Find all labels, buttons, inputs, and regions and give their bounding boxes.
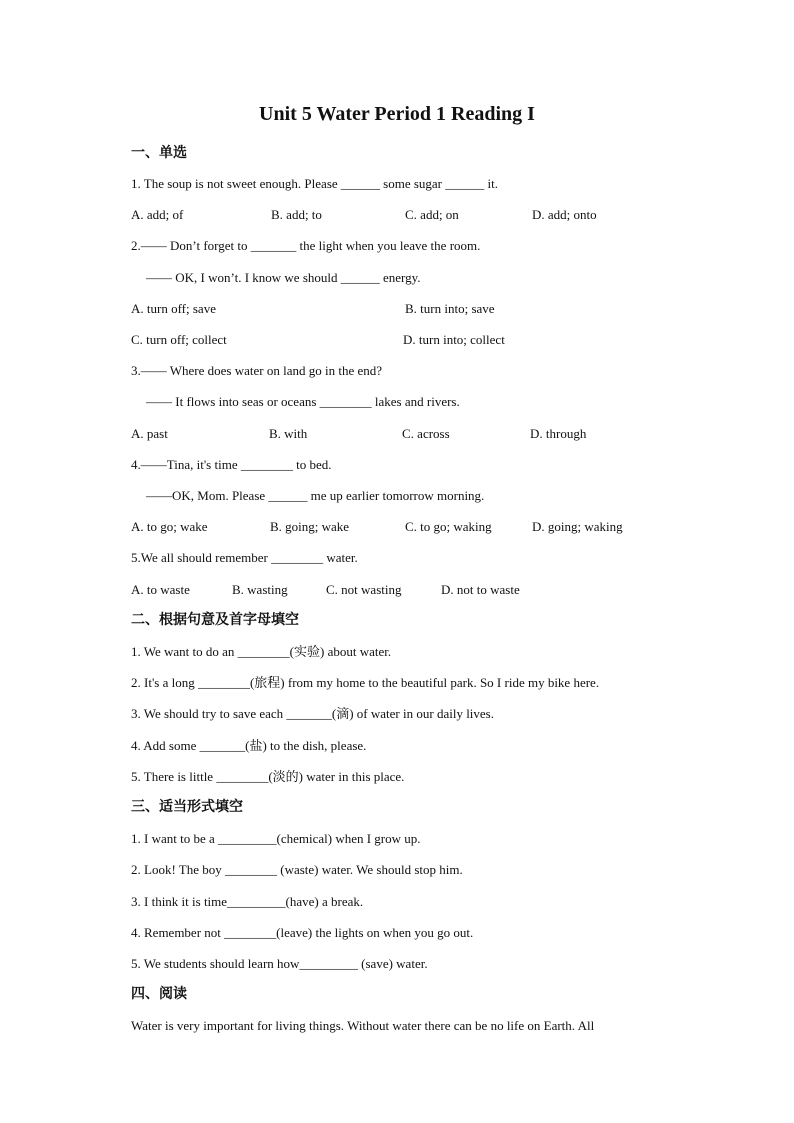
q2-option-c: C. turn off; collect — [131, 332, 227, 347]
fill-item: 3. We should try to save each _______(滴) of water in our daily lives. — [131, 706, 494, 721]
form-item: 4. Remember not ________(leave) the lights on when you go out. — [131, 925, 474, 940]
question-2-line-1: 2.—— Don’t forget to _______ the light when you leave the room. — [131, 238, 481, 253]
q4-option-b: B. going; wake — [270, 519, 350, 534]
reading-passage: Water is very important for living things. Without water there can be no life on Earth. All — [131, 1018, 595, 1033]
q3-option-b: B. with — [269, 426, 308, 441]
q3-option-a: A. past — [131, 426, 168, 441]
q2-option-a: A. turn off; save — [131, 301, 216, 316]
q2-option-b: B. turn into; save — [405, 301, 495, 316]
section-heading-single-choice: 一、单选 — [131, 145, 187, 161]
section-heading-reading: 四、阅读 — [131, 986, 187, 1002]
fill-item: 4. Add some _______(盐) to the dish, please. — [131, 738, 367, 753]
q5-option-c: C. not wasting — [326, 582, 402, 597]
q5-option-b: B. wasting — [232, 582, 288, 597]
fill-item: 5. There is little ________(淡的) water in this place. — [131, 769, 405, 784]
question-1: 1. The soup is not sweet enough. Please ______ some sugar ______ it. — [131, 176, 498, 191]
q1-option-a: A. add; of — [131, 207, 184, 222]
question-5: 5.We all should remember ________ water. — [131, 550, 358, 565]
form-item: 5. We students should learn how_________ (save) water. — [131, 956, 428, 971]
q2-option-d: D. turn into; collect — [403, 332, 505, 347]
q4-option-d: D. going; waking — [532, 519, 623, 534]
q4-option-a: A. to go; wake — [131, 519, 208, 534]
form-item: 2. Look! The boy ________ (waste) water. We should stop him. — [131, 862, 463, 877]
q1-option-d: D. add; onto — [532, 207, 597, 222]
question-3-line-2: —— It flows into seas or oceans ________ lakes and rivers. — [146, 394, 460, 409]
q3-option-c: C. across — [402, 426, 450, 441]
q5-option-d: D. not to waste — [441, 582, 520, 597]
q5-option-a: A. to waste — [131, 582, 190, 597]
section-heading-fill-initial: 二、根据句意及首字母填空 — [131, 612, 299, 628]
question-4-line-1: 4.——Tina, it's time ________ to bed. — [131, 457, 332, 472]
fill-item: 2. It's a long ________(旅程) from my home to the beautiful park. So I ride my bike here. — [131, 675, 600, 690]
form-item: 1. I want to be a _________(chemical) when I grow up. — [131, 831, 421, 846]
section-heading-word-forms: 三、适当形式填空 — [131, 799, 243, 815]
question-2-line-2: —— OK, I won’t. I know we should ______ energy. — [146, 270, 421, 285]
page-title: Unit 5 Water Period 1 Reading I — [259, 103, 535, 125]
question-3-line-1: 3.—— Where does water on land go in the end? — [131, 363, 383, 378]
question-4-line-2: ——OK, Mom. Please ______ me up earlier tomorrow morning. — [146, 488, 485, 503]
q4-option-c: C. to go; waking — [405, 519, 492, 534]
q1-option-c: C. add; on — [405, 207, 459, 222]
form-item: 3. I think it is time_________(have) a break. — [131, 894, 364, 909]
fill-item: 1. We want to do an ________(实验) about water. — [131, 644, 392, 659]
q3-option-d: D. through — [530, 426, 587, 441]
q1-option-b: B. add; to — [271, 207, 322, 222]
